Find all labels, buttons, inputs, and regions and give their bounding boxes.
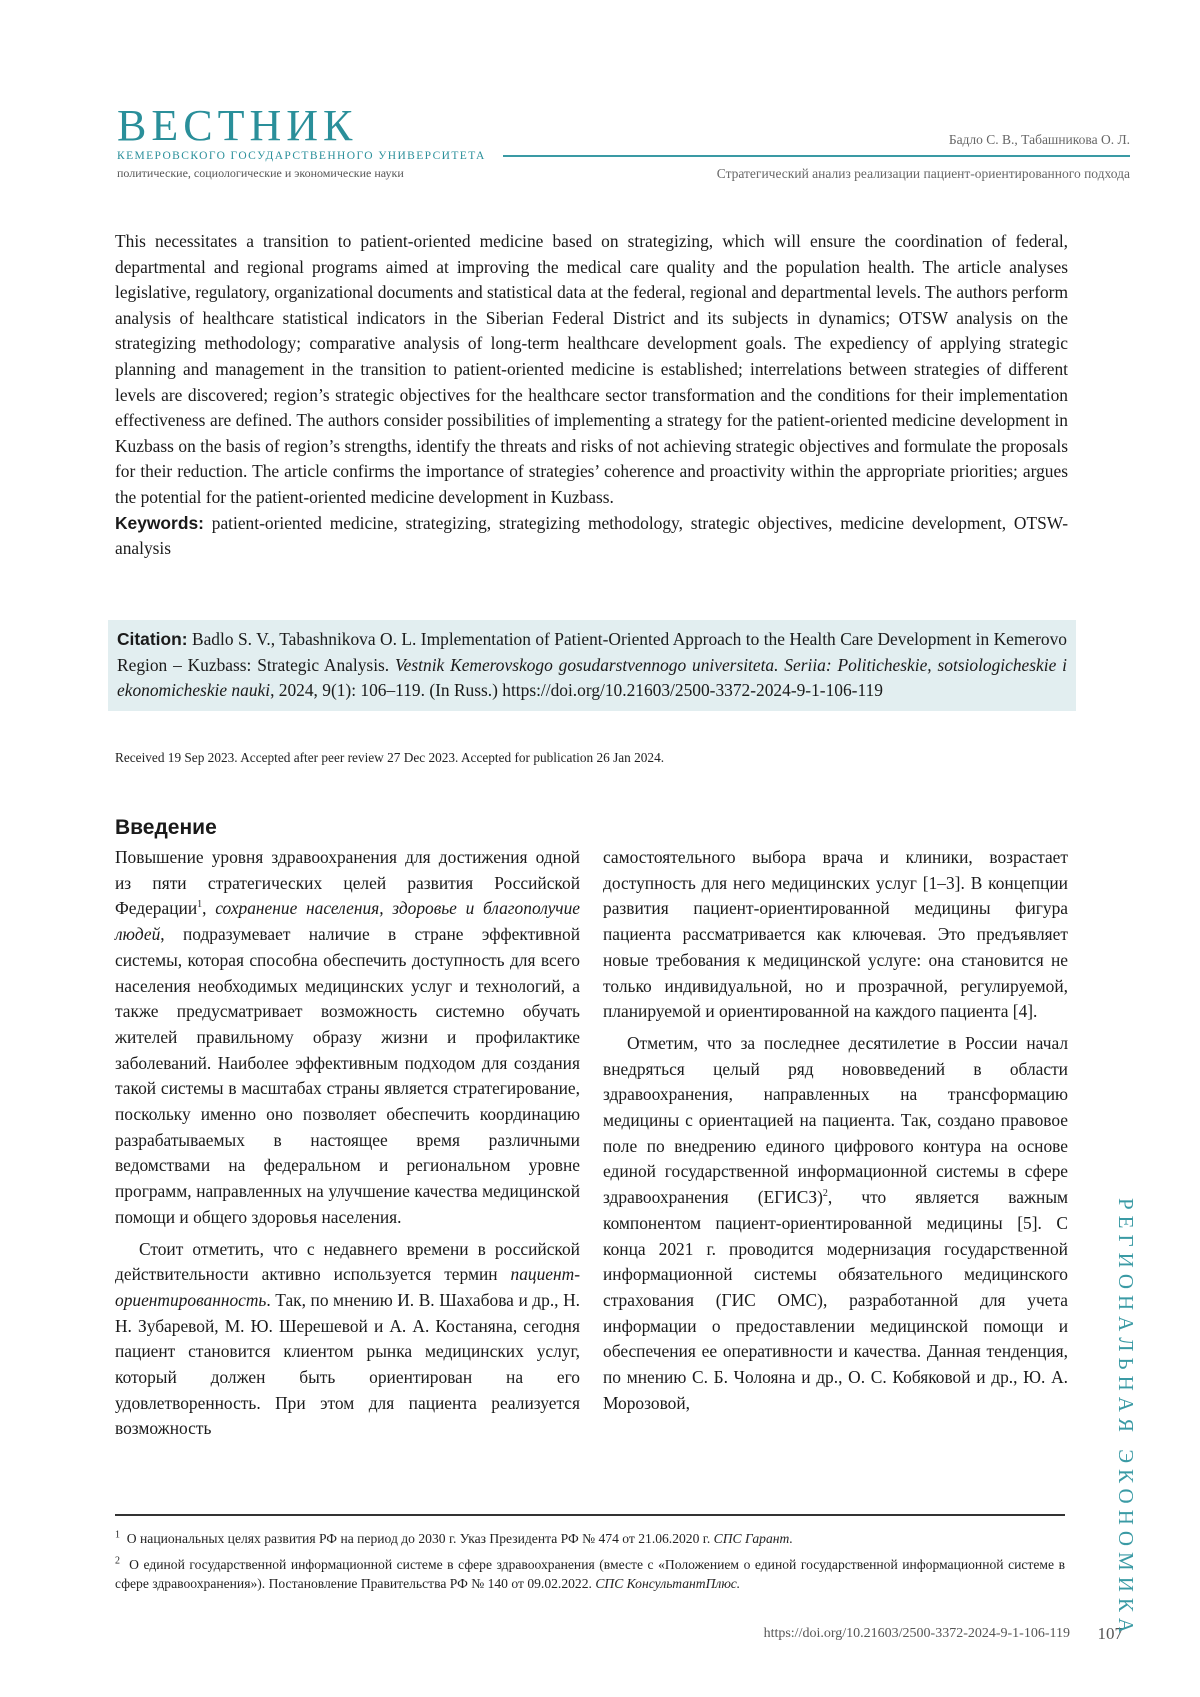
journal-logo: ВЕСТНИК <box>117 101 358 150</box>
paragraph <box>115 845 580 1231</box>
header-divider <box>503 155 1130 157</box>
citation-journal: Vestnik Kemerovskogo gosudarstvennogo universiteta. Seriia: Politicheskie, sotsiologicheskie i ekonomicheskie nauki <box>117 654 1067 701</box>
text-run: , подразумевает наличие в стране эффективной системы, которая способна обеспечить доступность для всего населения необходимых медицинских услуг и технологий, а также предусматривает возможность системно обучать жителей правильному образу жизни и профилактике заболеваний. Наиболее эффективным подходом для создания такой системы в масштабах страны является стратегирование, поскольку именно оно позволяет обеспечить координацию разрабатываемых в настоящее время различными ведомствами на федеральном и региональном уровне программ, направленных на улучшение качества медицинской помощи и общего здоровья населения. <box>115 924 580 1227</box>
footnote-divider <box>115 1514 1065 1516</box>
received-dates: Received 19 Sep 2023. Accepted after peer review 27 Dec 2023. Accepted for publication 26 Jan 2024. <box>115 750 665 765</box>
citation-label: Citation: <box>117 629 188 649</box>
footer-doi-link[interactable]: https://doi.org/10.21603/2500-3372-2024-9-1-106-119 <box>763 1626 1070 1641</box>
footnote-text: О единой государственной информационной системе в сфере здравоохранения (вместе с «Положением о единой государственной информационной системе в сфере здравоохранения»). Постановление Правительства РФ № 140 от 09.02.2022. <box>115 1557 1066 1591</box>
keywords <box>115 511 1068 562</box>
text-run: . Так, по мнению И. В. Шахабова и др., Н. Н. Зубаревой, М. Ю. Шерешевой и А. А. Костаняна, сегодня пациент становится клиентом рынка медицинских услуг, который должен быть ориентирован на его удовлетворенность. При этом для пациента реализуется возможность <box>115 1289 580 1439</box>
text-run: Повышение уровня здравоохранения для достижения одной из пяти стратегических целей развития Российской Федерации <box>115 847 580 919</box>
university-name: КЕМЕРОВСКОГО ГОСУДАРСТВЕННОГО УНИВЕРСИТЕТА <box>117 150 486 162</box>
footnote-number: 2 <box>115 1555 120 1567</box>
italic-run: пациент-ориентированность <box>115 1264 580 1310</box>
text-run: , что является важным компонентом пациент-ориентированной медицины [5]. С конца 2021 г. проводится модернизация государственной информационной системы обязательного медицинского страхования (ГИС ОМС), разработанной для учета информации о предоставлении медицинской помощи и обеспечения ее оперативности и качества. Данная тенденция, по мнению С. Б. Чолояна и др., О. С. Кобяковой и др., Ю. А. Морозовой, <box>603 1187 1069 1413</box>
keywords-label: Keywords: <box>115 512 204 533</box>
citation-authors-title: Badlo S. V., Tabashnikova O. L. Implementation of Patient-Oriented Approach to the Health Care Development in Kemerovo Region – Kuzbass: Strategic Analysis. <box>117 629 1067 675</box>
footnote-ref-2[interactable]: 2 <box>822 1188 828 1200</box>
footnote-source: СПС Гарант. <box>713 1531 793 1546</box>
abstract-text: This necessitates a transition to patient-oriented medicine based on strategizing, which will ensure the coordination of federal, departmental and regional programs aimed at improving the medical care quality and the population health. The article analyses legislative, regulatory, organizational documents and statistical data at the federal, regional and departmental levels. The authors perform analysis of healthcare statistical indicators in the Siberian Federal District and its subjects in dynamics; OTSW analysis on the strategizing methodology; comparative analysis of long-term healthcare development goals. The expediency of applying strategic planning and management in the transition to patient-oriented medicine is established; interrelations between strategies of different levels are discovered; region’s strategic objectives for the healthcare sector transformation and the conditions for their implementation effectiveness are defined. The authors consider possibilities of implementing a strategy for the patient-oriented medicine development in Kuzbass on the basis of region’s strengths, identify the threats and risks of not achieving strategic objectives and formulate the proposals for their reduction. The article confirms the importance of strategies’ coherence and proactivity within the appropriate priorities; argues the potential for the patient-oriented medicine development in Kuzbass. <box>115 231 1068 507</box>
section-title: Введение <box>115 816 217 839</box>
text-run: , <box>202 898 216 919</box>
left-column <box>115 845 580 1442</box>
footnote-1 <box>115 1530 1065 1549</box>
footnote-ref-1[interactable]: 1 <box>197 899 203 911</box>
text-run: Стоит отметить, что с недавнего времени в российской действительности активно используется термин <box>115 1238 580 1285</box>
abstract <box>115 229 1068 562</box>
footnote-2 <box>115 1556 1065 1593</box>
text-run: Отметим, что за последнее десятилетие в России начал внедряться целый ряд нововведений в области здравоохранения, направленных на трансформацию медицины с ориентацией на пациента. Так, создано правовое поле по внедрению единого цифрового контура на основе единой государственной информационной системы в сфере здравоохранения (ЕГИСЗ) <box>603 1032 1068 1208</box>
footnote-text: О национальных целях развития РФ на период до 2030 г. Указ Президента РФ № 474 от 21.06.2020 г. <box>126 1531 714 1546</box>
paragraph <box>603 1031 1068 1417</box>
italic-run: сохранение населения, здоровье и благополучие людей <box>115 898 580 945</box>
footnote-source: СПС КонсультантПлюс. <box>595 1575 741 1591</box>
page-number: 107 <box>1097 1624 1123 1643</box>
journal-series: политические, социологические и экономические науки <box>117 166 404 180</box>
citation-details[interactable]: , 2024, 9(1): 106–119. (In Russ.) https://doi.org/10.21603/2500-3372-2024-9-1-106-119 <box>270 680 883 701</box>
right-column <box>603 845 1068 1416</box>
running-title: Стратегический анализ реализации пациент-ориентированного подхода <box>716 166 1130 181</box>
running-authors: Бадло С. В., Табашникова О. Л. <box>948 132 1130 147</box>
paragraph <box>115 1237 580 1443</box>
citation-box <box>108 620 1076 711</box>
keywords-text: patient-oriented medicine, strategizing, strategizing methodology, strategic objectives, medicine development, OTSW-analysis <box>115 512 1068 559</box>
footnote-number: 1 <box>115 1529 120 1541</box>
paragraph: самостоятельного выбора врача и клиники, возрастает доступность для него медицинских услуг [1–3]. В концепции развития пациент-ориентированной медицины фигура пациента рассматривается как ключевая. Это предъявляет новые требования к медицинской услуге: она становится не только индивидуальной, но и прозрачной, регулируемой, планируемой и ориентированной на каждого пациента [4]. <box>603 847 1068 1022</box>
section-side-label: РЕГИОНАЛЬНАЯ ЭКОНОМИКА <box>1114 1198 1138 1640</box>
